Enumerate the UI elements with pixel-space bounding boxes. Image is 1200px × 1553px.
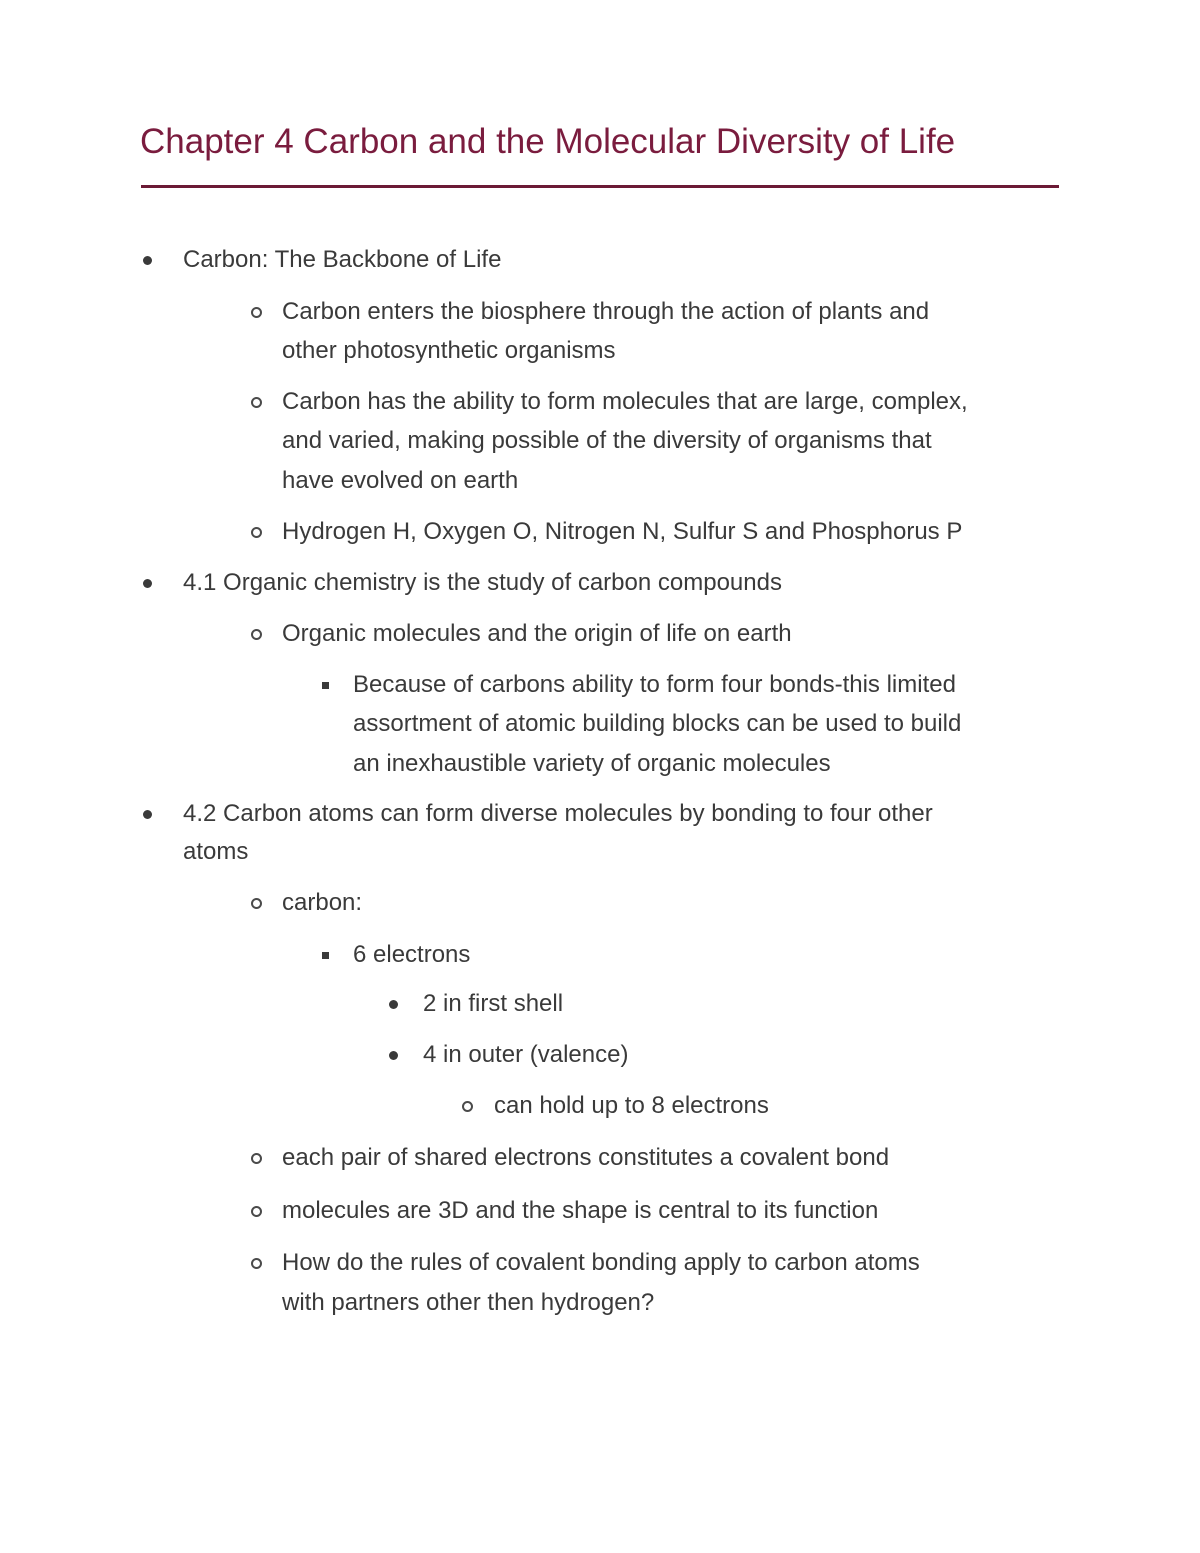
list-item-line: atoms: [183, 838, 249, 865]
bullet-marker: [381, 984, 405, 1024]
list-item-line: 4.1 Organic chemistry is the study of carbon compounds: [183, 569, 782, 596]
square-marker: [313, 935, 337, 975]
circle-marker: [244, 883, 268, 923]
list-item-line: assortment of atomic building blocks can be used to build: [353, 710, 962, 737]
list-item-line: 4 in outer (valence): [423, 1041, 629, 1068]
page-title: Chapter 4 Carbon and the Molecular Diversity of Life: [140, 122, 956, 161]
circle-marker: [244, 382, 268, 422]
circle-marker: [244, 1191, 268, 1231]
list-item-line: How do the rules of covalent bonding apply to carbon atoms: [282, 1249, 920, 1276]
circle-marker: [244, 614, 268, 654]
list-item-line: 6 electrons: [353, 941, 471, 968]
list-item-line: with partners other then hydrogen?: [282, 1289, 655, 1316]
circle-marker: [244, 292, 268, 332]
list-item-line: can hold up to 8 electrons: [494, 1092, 769, 1119]
circle-marker: [244, 512, 268, 552]
title-divider: [141, 185, 1059, 188]
list-item-line: 4.2 Carbon atoms can form diverse molecules by bonding to four other: [183, 800, 933, 827]
list-item-line: Hydrogen H, Oxygen O, Nitrogen N, Sulfur S and Phosphorus P: [282, 518, 963, 545]
list-item-line: Carbon has the ability to form molecules that are large, complex,: [282, 388, 968, 415]
list-item-line: have evolved on earth: [282, 467, 519, 494]
list-item-line: other photosynthetic organisms: [282, 337, 616, 364]
bullet-marker: [135, 794, 159, 834]
list-item-line: and varied, making possible of the diversity of organisms that: [282, 427, 932, 454]
list-item-line: an inexhaustible variety of organic molecules: [353, 750, 831, 777]
list-item-line: Carbon: The Backbone of Life: [183, 246, 502, 273]
list-item-line: Carbon enters the biosphere through the action of plants and: [282, 298, 930, 325]
list-item-line: carbon:: [282, 889, 363, 916]
list-item-line: Because of carbons ability to form four bonds-this limited: [353, 671, 956, 698]
list-item-line: each pair of shared electrons constitutes a covalent bond: [282, 1144, 890, 1171]
list-item-line: Organic molecules and the origin of life on earth: [282, 620, 792, 647]
list-item-line: 2 in first shell: [423, 990, 564, 1017]
bullet-marker: [381, 1035, 405, 1075]
list-item-line: molecules are 3D and the shape is central to its function: [282, 1197, 879, 1224]
circle-marker: [455, 1086, 479, 1126]
circle-marker: [244, 1243, 268, 1283]
bullet-marker: [135, 240, 159, 280]
circle-marker: [244, 1138, 268, 1178]
square-marker: [313, 665, 337, 705]
bullet-marker: [135, 563, 159, 603]
